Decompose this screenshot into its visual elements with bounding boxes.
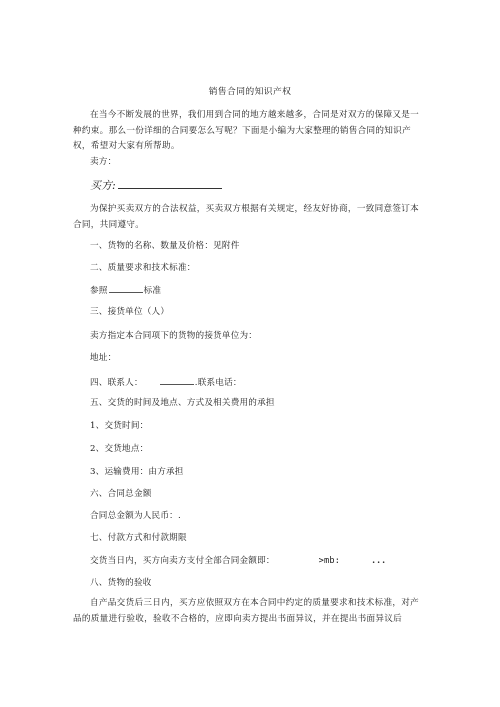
buyer-blank <box>118 178 222 189</box>
preamble-paragraph: 为保护买卖双方的合法权益，买卖双方根据有关规定，经友好协商，一致同意签订本合同，共同遵守。 <box>73 204 420 230</box>
section-6-text: 合同总金额为人民币：. <box>90 511 181 521</box>
seller-label: 卖方： <box>90 157 117 167</box>
section-5-1: 1、交货时间： <box>90 421 149 431</box>
section-6: 六、合同总金额 <box>90 489 152 499</box>
section-5-3: 3、运输费用：由方承担 <box>90 467 184 477</box>
intro-paragraph: 在当今不断发展的世界，我们用到合同的地方越来越多，合同是对双方的保障又是一种约束。那么一份详细的合同要怎么写呢？下面是小编为大家整理的销售合同的知识产权，希望对大家有所帮助。 <box>73 110 420 151</box>
address-label: 地址： <box>90 353 117 363</box>
section-5-2: 2、交货地点： <box>90 444 149 454</box>
section-8: 八、货物的验收 <box>90 578 152 588</box>
section-4-suffix: .联系电话： <box>194 378 242 388</box>
section-7: 七、付款方式和付款期限 <box>90 533 187 543</box>
contact-blank <box>160 376 194 385</box>
section-3: 三、接货单位（人） <box>90 307 170 317</box>
document-title: 销售合同的知识产权 <box>208 87 292 97</box>
section-7-text <box>90 555 387 567</box>
section-5: 五、交货的时间及地点、方式及相关费用的承担 <box>90 398 275 408</box>
section-7-dots: ... <box>372 556 388 566</box>
section-2-ref-suffix: 标准 <box>143 286 162 296</box>
section-4-prefix: 四、联系人： <box>90 378 143 388</box>
buyer-line <box>90 177 222 193</box>
section-7-text-main: 交货当日内，买方向卖方支付全部合同金额即： <box>90 556 275 566</box>
section-7-mb: >mb: <box>318 556 341 566</box>
section-8-text: 自产品交货后三日内，买方应依照双方在本合同中约定的质量要求和技术标准，对产品的质量进行验收，验收不合格的，应即向卖方提出书面异议，并在提出书面异议后 <box>73 598 420 624</box>
section-4 <box>90 376 242 389</box>
section-2-ref-prefix: 参照 <box>90 286 108 296</box>
standard-blank <box>109 284 143 293</box>
section-2: 二、质量要求和技术标准： <box>90 263 196 273</box>
section-2-reference <box>90 284 161 297</box>
buyer-label: 买方: <box>90 179 116 192</box>
section-1: 一、货物的名称、数量及价格：见附件 <box>90 241 240 251</box>
section-3-text: 卖方指定本合同项下的货物的接货单位为： <box>90 331 258 341</box>
